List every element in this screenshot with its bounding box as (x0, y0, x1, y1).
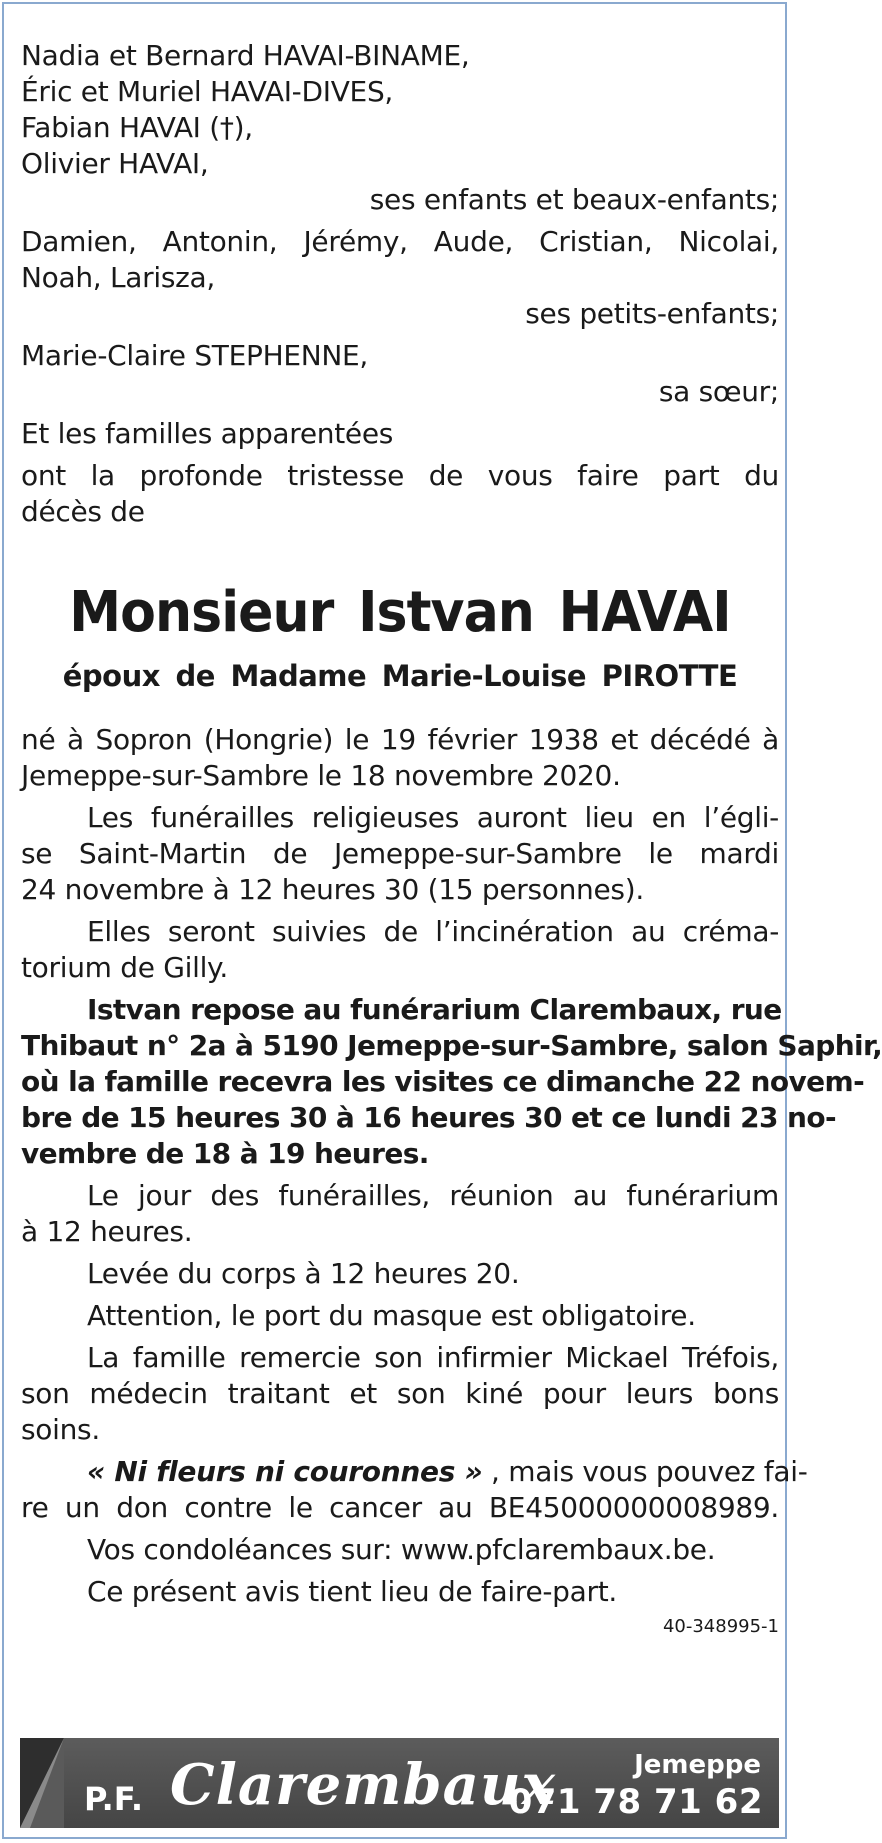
funeral-line: se Saint-Martin de Jemeppe-sur-Sambre le mardi (21, 837, 779, 870)
thanks-line: La famille remercie son infirmier Mickael Tréfois, (87, 1341, 779, 1374)
funeral-home-phone: 071 78 71 62 (508, 1782, 763, 1822)
brand-name: Clarembaux (170, 1752, 557, 1818)
funeral-home-banner (20, 1738, 779, 1828)
condolences-line: Vos condoléances sur: www.pfclarembaux.be. (87, 1533, 716, 1566)
funeral-line: 24 novembre à 12 heures 30 (15 personnes). (21, 873, 644, 906)
notice-line: Ce présent avis tient lieu de faire-part. (87, 1575, 617, 1608)
deceased-name: Monsieur Istvan HAVAI (69, 580, 731, 645)
flowers-quote: « Ni fleurs ni couronnes » (87, 1455, 483, 1488)
funeral-line: Les funérailles religieuses auront lieu en l’égli- (87, 801, 779, 834)
birth-line: né à Sopron (Hongrie) le 19 février 1938 et décédé à (21, 723, 779, 756)
deceased-spouse: époux de Madame Marie-Louise PIROTTE (62, 659, 738, 693)
meeting-line: Le jour des funérailles, réunion au funérarium (87, 1179, 779, 1212)
thanks-line: son médecin traitant et son kiné pour leurs bons (21, 1377, 779, 1410)
page-curl-icon (20, 1738, 64, 1828)
announcement-line: décès de (21, 495, 145, 528)
flowers-text: , mais vous pouvez fai- (482, 1455, 808, 1488)
rest-line: bre de 15 heures 30 à 16 heures 30 et ce lundi 23 no- (21, 1101, 837, 1134)
child-line: Olivier HAVAI, (21, 147, 209, 180)
grandchildren-relation: ses petits-enfants; (525, 297, 779, 330)
reference-number: 40-348995-1 (662, 1616, 779, 1637)
flowers-line (21, 1454, 808, 1490)
funeral-home-city: Jemeppe (634, 1750, 761, 1780)
sister-line: Marie-Claire STEPHENNE, (21, 339, 369, 372)
child-line: Fabian HAVAI (†), (21, 111, 253, 144)
relatives-line: Et les familles apparentées (21, 417, 394, 450)
notice-body (21, 38, 882, 1638)
grandchildren-line: Damien, Antonin, Jérémy, Aude, Cristian, Nicolai, (21, 225, 779, 258)
rest-line: où la famille recevra les visites ce dimanche 22 novem- (21, 1065, 865, 1098)
sister-relation: sa sœur; (658, 375, 779, 408)
pf-prefix: P.F. (84, 1780, 144, 1818)
rest-line: vembre de 18 à 19 heures. (21, 1137, 429, 1170)
thanks-line: soins. (21, 1413, 100, 1446)
levee-line: Levée du corps à 12 heures 20. (87, 1257, 520, 1290)
cremation-line: torium de Gilly. (21, 951, 228, 984)
rest-line: Istvan repose au funérarium Clarembaux, rue (87, 993, 782, 1026)
cremation-line: Elles seront suivies de l’incinération au créma- (87, 915, 779, 948)
children-relation: ses enfants et beaux-enfants; (369, 183, 779, 216)
flowers-line: re un don contre le cancer au BE45000000008989. (21, 1491, 779, 1524)
child-line: Nadia et Bernard HAVAI-BINAME, (21, 39, 470, 72)
rest-line: Thibaut n° 2a à 5190 Jemeppe-sur-Sambre, salon Saphir, (21, 1029, 882, 1062)
obituary-notice (2, 2, 882, 1839)
grandchildren-line: Noah, Larisza, (21, 261, 215, 294)
child-line: Éric et Muriel HAVAI-DIVES, (21, 75, 394, 108)
birth-line: Jemeppe-sur-Sambre le 18 novembre 2020. (21, 759, 621, 792)
meeting-line: à 12 heures. (21, 1215, 193, 1248)
announcement-line: ont la profonde tristesse de vous faire part du (21, 459, 779, 492)
mask-line: Attention, le port du masque est obligatoire. (87, 1299, 696, 1332)
